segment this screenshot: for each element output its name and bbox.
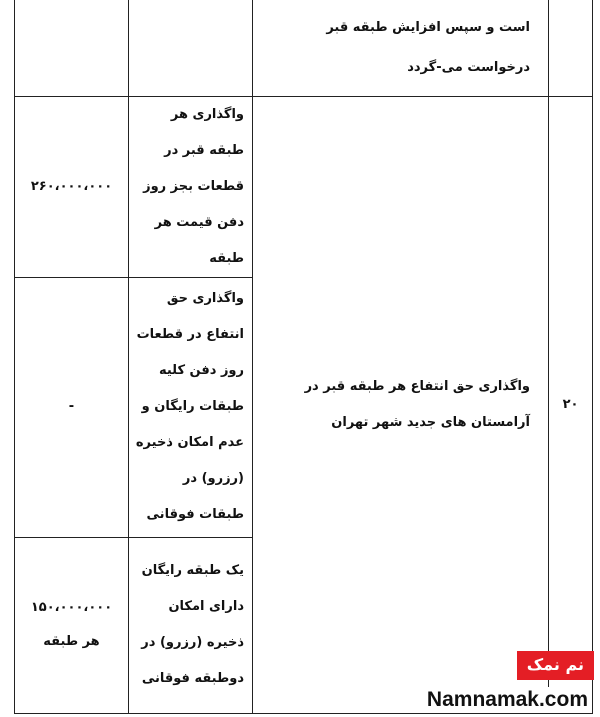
item-price: ۲۶۰،۰۰۰،۰۰۰ bbox=[30, 178, 113, 194]
price-cell bbox=[15, 537, 129, 713]
description-cell bbox=[129, 277, 253, 537]
item-description: یک طبقه رایگان دارای امکان ذخیره (رزرو) در دوطبقه فوقانی bbox=[141, 563, 244, 686]
description-cell bbox=[129, 537, 253, 713]
item-description: واگذاری هر طبقه قبر در قطعات بجز روز دفن قیمت هر طبقه bbox=[143, 106, 244, 266]
item-price-note: هر طبقه bbox=[43, 634, 100, 649]
price-cell bbox=[15, 96, 129, 277]
row-number-cell bbox=[549, 0, 593, 96]
tariff-table bbox=[14, 0, 593, 714]
price-cell bbox=[15, 0, 129, 96]
item-description: واگذاری حق انتفاع در قطعات روز دفن کلیه طبقات رایگان و عدم امکان ذخیره (رزرو) در طبقات فوقانی bbox=[135, 291, 244, 522]
watermark-site-name: Namnamak.com bbox=[423, 687, 592, 713]
row-title: است و سپس افزایش طبقه قبر درخواست می-گردد bbox=[326, 19, 530, 75]
site-watermark bbox=[404, 651, 594, 713]
description-cell bbox=[129, 0, 253, 96]
item-price: - bbox=[68, 399, 75, 414]
row-title-cell bbox=[253, 96, 549, 713]
row-title: واگذاری حق انتفاع هر طبقه قبر در آرامستان های جدید شهر تهران bbox=[304, 378, 530, 430]
description-cell bbox=[129, 96, 253, 277]
row-number-cell bbox=[549, 96, 593, 713]
table-row bbox=[15, 0, 593, 96]
table-row bbox=[15, 96, 593, 277]
row-title-cell bbox=[253, 0, 549, 96]
price-cell bbox=[15, 277, 129, 537]
item-price: ۱۵۰،۰۰۰،۰۰۰ bbox=[30, 600, 113, 615]
row-number: ۲۰ bbox=[562, 397, 579, 412]
watermark-logo-badge: نم نمک bbox=[517, 651, 594, 680]
